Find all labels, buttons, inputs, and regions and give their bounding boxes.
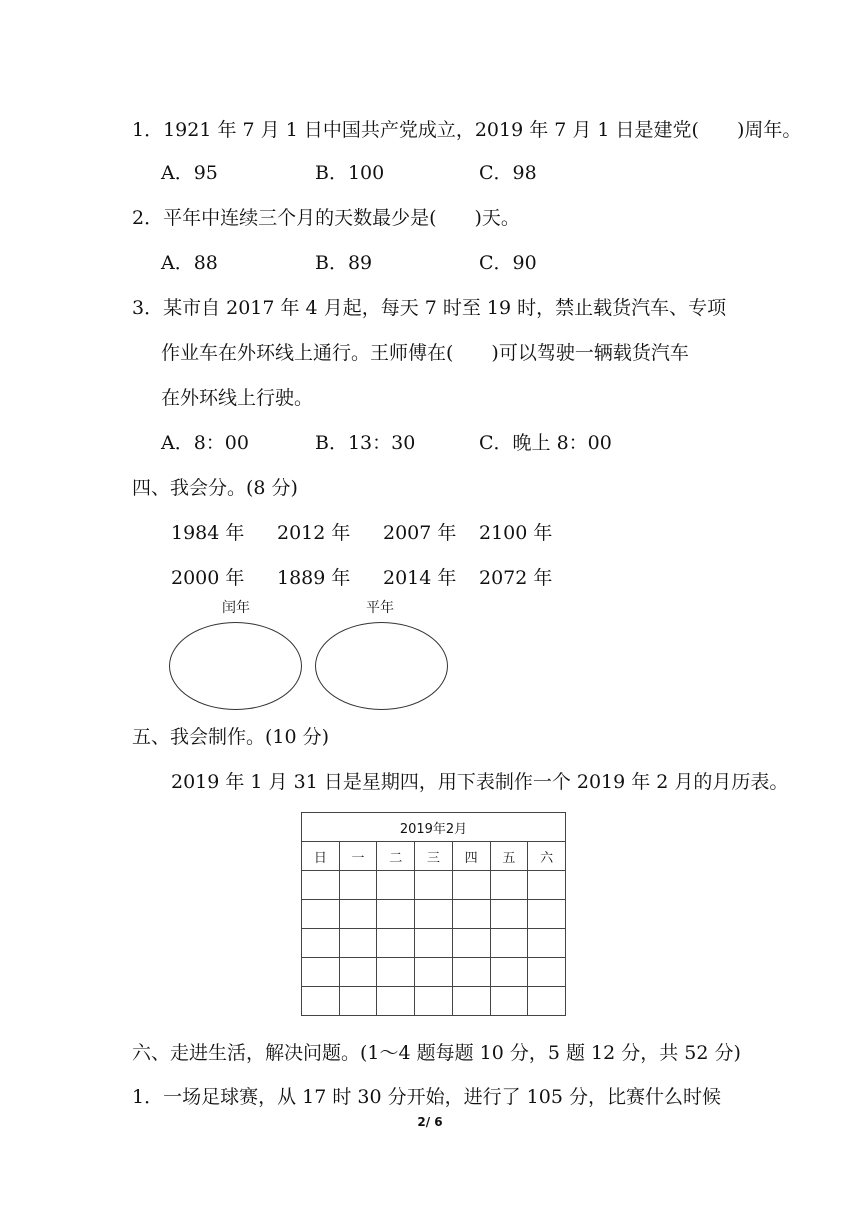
calendar-title: 2019年2月	[302, 813, 566, 842]
year-item: 2014 年	[383, 567, 457, 589]
question-3-text-line3: 在外环线上行驶。	[161, 387, 314, 409]
calendar-cell	[528, 900, 566, 929]
page-number: 2/ 6	[417, 1115, 443, 1129]
common-year-label: 平年	[366, 600, 394, 616]
calendar-cell	[377, 929, 415, 958]
question-3-option-c: C．晚上 8：00	[479, 432, 612, 454]
calendar-cell	[528, 929, 566, 958]
calendar-cell	[490, 900, 528, 929]
question-1-text: 1．1921 年 7 月 1 日中国共产党成立，2019 年 7 月 1 日是建党( )周年。	[132, 119, 802, 141]
calendar-cell	[302, 958, 340, 987]
weekday-header: 日	[302, 842, 340, 871]
calendar-cell	[377, 958, 415, 987]
question-2-option-a: A．88	[161, 252, 218, 274]
calendar-cell	[339, 900, 377, 929]
question-2-option-c: C．90	[479, 252, 537, 274]
calendar-cell	[452, 871, 490, 900]
calendar-cell	[415, 900, 453, 929]
calendar-cell	[490, 871, 528, 900]
calendar-cell	[302, 929, 340, 958]
leap-year-ellipse	[169, 622, 302, 710]
calendar-cell	[339, 929, 377, 958]
year-item: 1984 年	[171, 522, 245, 544]
calendar-cell	[302, 987, 340, 1016]
calendar-cell	[490, 987, 528, 1016]
question-3-text-line2: 作业车在外环线上通行。王师傅在( )可以驾驶一辆载货汽车	[161, 342, 689, 364]
calendar-cell	[452, 929, 490, 958]
year-item: 2072 年	[479, 567, 553, 589]
calendar-cell	[528, 958, 566, 987]
calendar-cell	[452, 987, 490, 1016]
section-6-question-1: 1．一场足球赛，从 17 时 30 分开始，进行了 105 分，比赛什么时候	[132, 1086, 721, 1108]
question-1-option-c: C．98	[479, 162, 537, 184]
leap-year-label: 闰年	[222, 600, 250, 616]
calendar-cell	[302, 900, 340, 929]
calendar-cell	[528, 871, 566, 900]
weekday-header: 六	[528, 842, 566, 871]
year-item: 1889 年	[277, 567, 351, 589]
year-item: 2012 年	[277, 522, 351, 544]
calendar-cell	[339, 987, 377, 1016]
question-3-option-b: B．13：30	[315, 432, 416, 454]
year-item: 2007 年	[383, 522, 457, 544]
calendar-cell	[452, 900, 490, 929]
calendar-cell	[528, 987, 566, 1016]
calendar-cell	[377, 871, 415, 900]
calendar-cell	[415, 871, 453, 900]
question-1-option-b: B．100	[315, 162, 385, 184]
weekday-header: 三	[415, 842, 453, 871]
calendar-cell	[415, 987, 453, 1016]
calendar-cell	[490, 958, 528, 987]
question-2-text: 2．平年中连续三个月的天数最少是( )天。	[132, 207, 520, 229]
calendar-cell	[339, 958, 377, 987]
section-4-heading: 四、我会分。(8 分)	[132, 477, 298, 499]
common-year-ellipse	[315, 622, 448, 710]
calendar-cell	[452, 958, 490, 987]
year-item: 2000 年	[171, 567, 245, 589]
weekday-header: 二	[377, 842, 415, 871]
section-5-heading: 五、我会制作。(10 分)	[132, 726, 330, 748]
weekday-header: 四	[452, 842, 490, 871]
section-5-instruction: 2019 年 1 月 31 日是星期四，用下表制作一个 2019 年 2 月的月历表。	[171, 771, 789, 793]
calendar-cell	[490, 929, 528, 958]
question-2-option-b: B．89	[315, 252, 373, 274]
calendar-cell	[339, 871, 377, 900]
question-3-option-a: A．8：00	[161, 432, 249, 454]
weekday-header: 五	[490, 842, 528, 871]
calendar-cell	[377, 987, 415, 1016]
weekday-header: 一	[339, 842, 377, 871]
question-3-text-line1: 3．某市自 2017 年 4 月起，每天 7 时至 19 时，禁止载货汽车、专项	[132, 297, 727, 319]
question-1-option-a: A．95	[161, 162, 218, 184]
calendar-table	[301, 812, 566, 1016]
year-item: 2100 年	[479, 522, 553, 544]
calendar-cell	[302, 871, 340, 900]
calendar-cell	[415, 958, 453, 987]
section-6-heading: 六、走进生活，解决问题。(1～4 题每题 10 分，5 题 12 分，共 52 分)	[132, 1042, 741, 1064]
calendar-cell	[377, 900, 415, 929]
calendar-cell	[415, 929, 453, 958]
